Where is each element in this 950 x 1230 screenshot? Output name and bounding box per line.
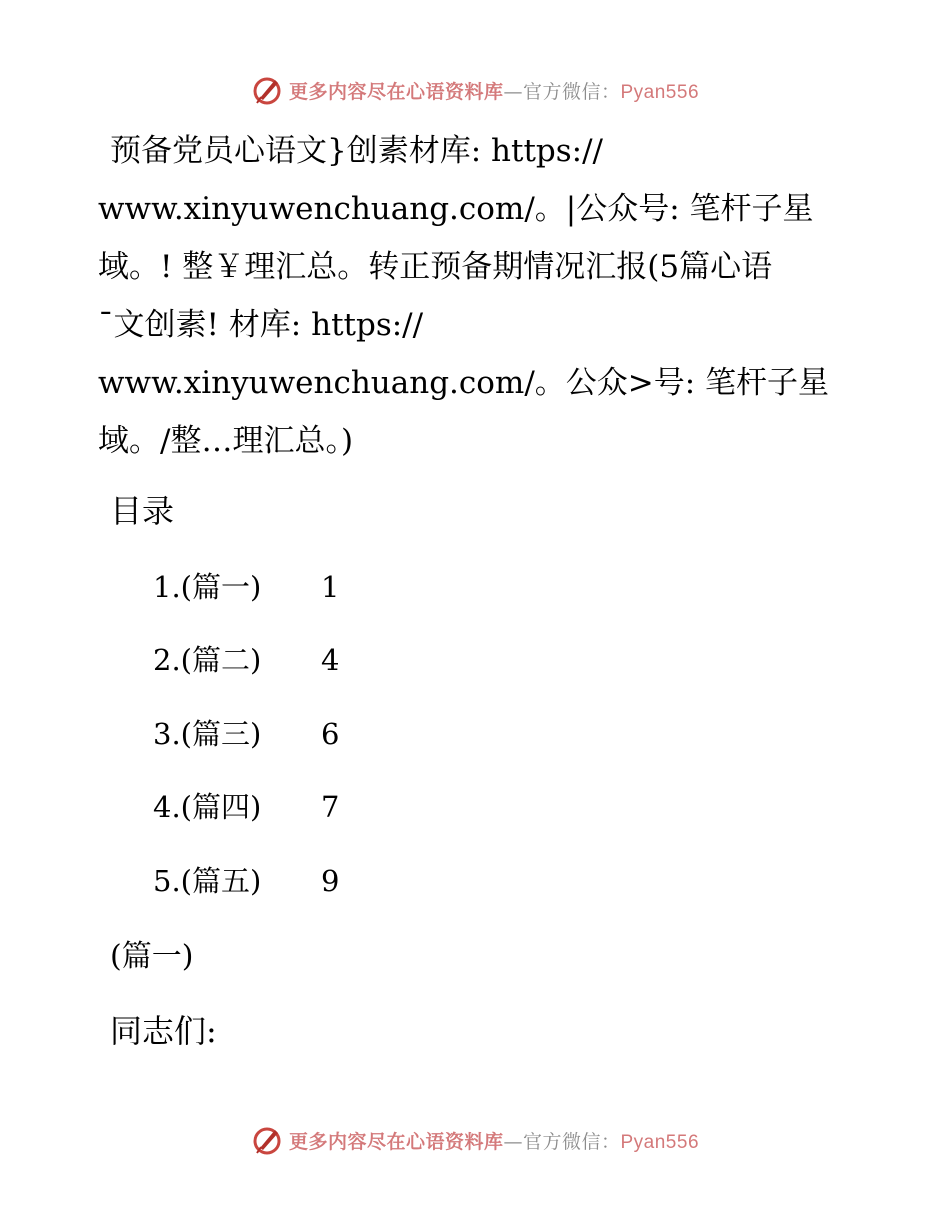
toc-item[interactable] [153, 565, 339, 609]
banner-separator: — [503, 1130, 523, 1153]
toc-item-page: 7 [321, 790, 340, 824]
section-heading: (篇一) [110, 939, 194, 974]
toc-item[interactable] [153, 859, 339, 903]
banner-separator: — [503, 80, 523, 103]
toc-item-label: 4.(篇四) [153, 790, 262, 824]
toc-item-page: 9 [321, 864, 340, 898]
quill-pen-logo-icon [251, 74, 283, 106]
intro-line: 域。! 整￥理汇总。转正预备期情况汇报(5篇心语 [98, 249, 773, 285]
greeting-text: 同志们: [110, 1012, 217, 1050]
intro-line: www.xinyuwenchuang.com/。公众>号: 笔杆子星 [98, 365, 830, 401]
toc-item-label: 5.(篇五) [153, 864, 262, 898]
intro-paragraph [98, 122, 868, 470]
banner-text [289, 77, 699, 104]
toc-item-page: 6 [321, 717, 340, 751]
banner-main-text: 更多内容尽在心语资料库 [288, 1130, 504, 1153]
banner-wechat-id: Pyan556 [620, 81, 700, 103]
banner-wechat-label: 官方微信： [522, 80, 621, 103]
toc-item-label: 3.(篇三) [153, 717, 262, 751]
toc-heading: 目录 [110, 492, 175, 530]
banner-text [289, 1127, 699, 1154]
footer-banner [0, 1120, 950, 1160]
intro-line: ¯文创素! 材库: https:// [98, 307, 424, 343]
quill-pen-logo-icon [251, 1124, 283, 1156]
toc-item-label: 2.(篇二) [153, 643, 262, 677]
intro-line: 预备党员心语文}创素材库: https:// [110, 133, 603, 169]
toc-item-label: 1.(篇一) [153, 570, 262, 604]
banner-wechat-label: 官方微信： [522, 1130, 621, 1153]
toc-item[interactable] [153, 785, 339, 829]
intro-line: 域。/整…理汇总。) [98, 423, 354, 459]
toc-item-page: 1 [321, 570, 340, 604]
banner-main-text: 更多内容尽在心语资料库 [288, 80, 504, 103]
toc-item-page: 4 [321, 643, 340, 677]
toc-item[interactable] [153, 712, 339, 756]
toc-item[interactable] [153, 638, 339, 682]
intro-line: www.xinyuwenchuang.com/。|公众号: 笔杆子星 [98, 191, 814, 227]
header-banner [0, 70, 950, 110]
banner-wechat-id: Pyan556 [620, 1131, 700, 1153]
